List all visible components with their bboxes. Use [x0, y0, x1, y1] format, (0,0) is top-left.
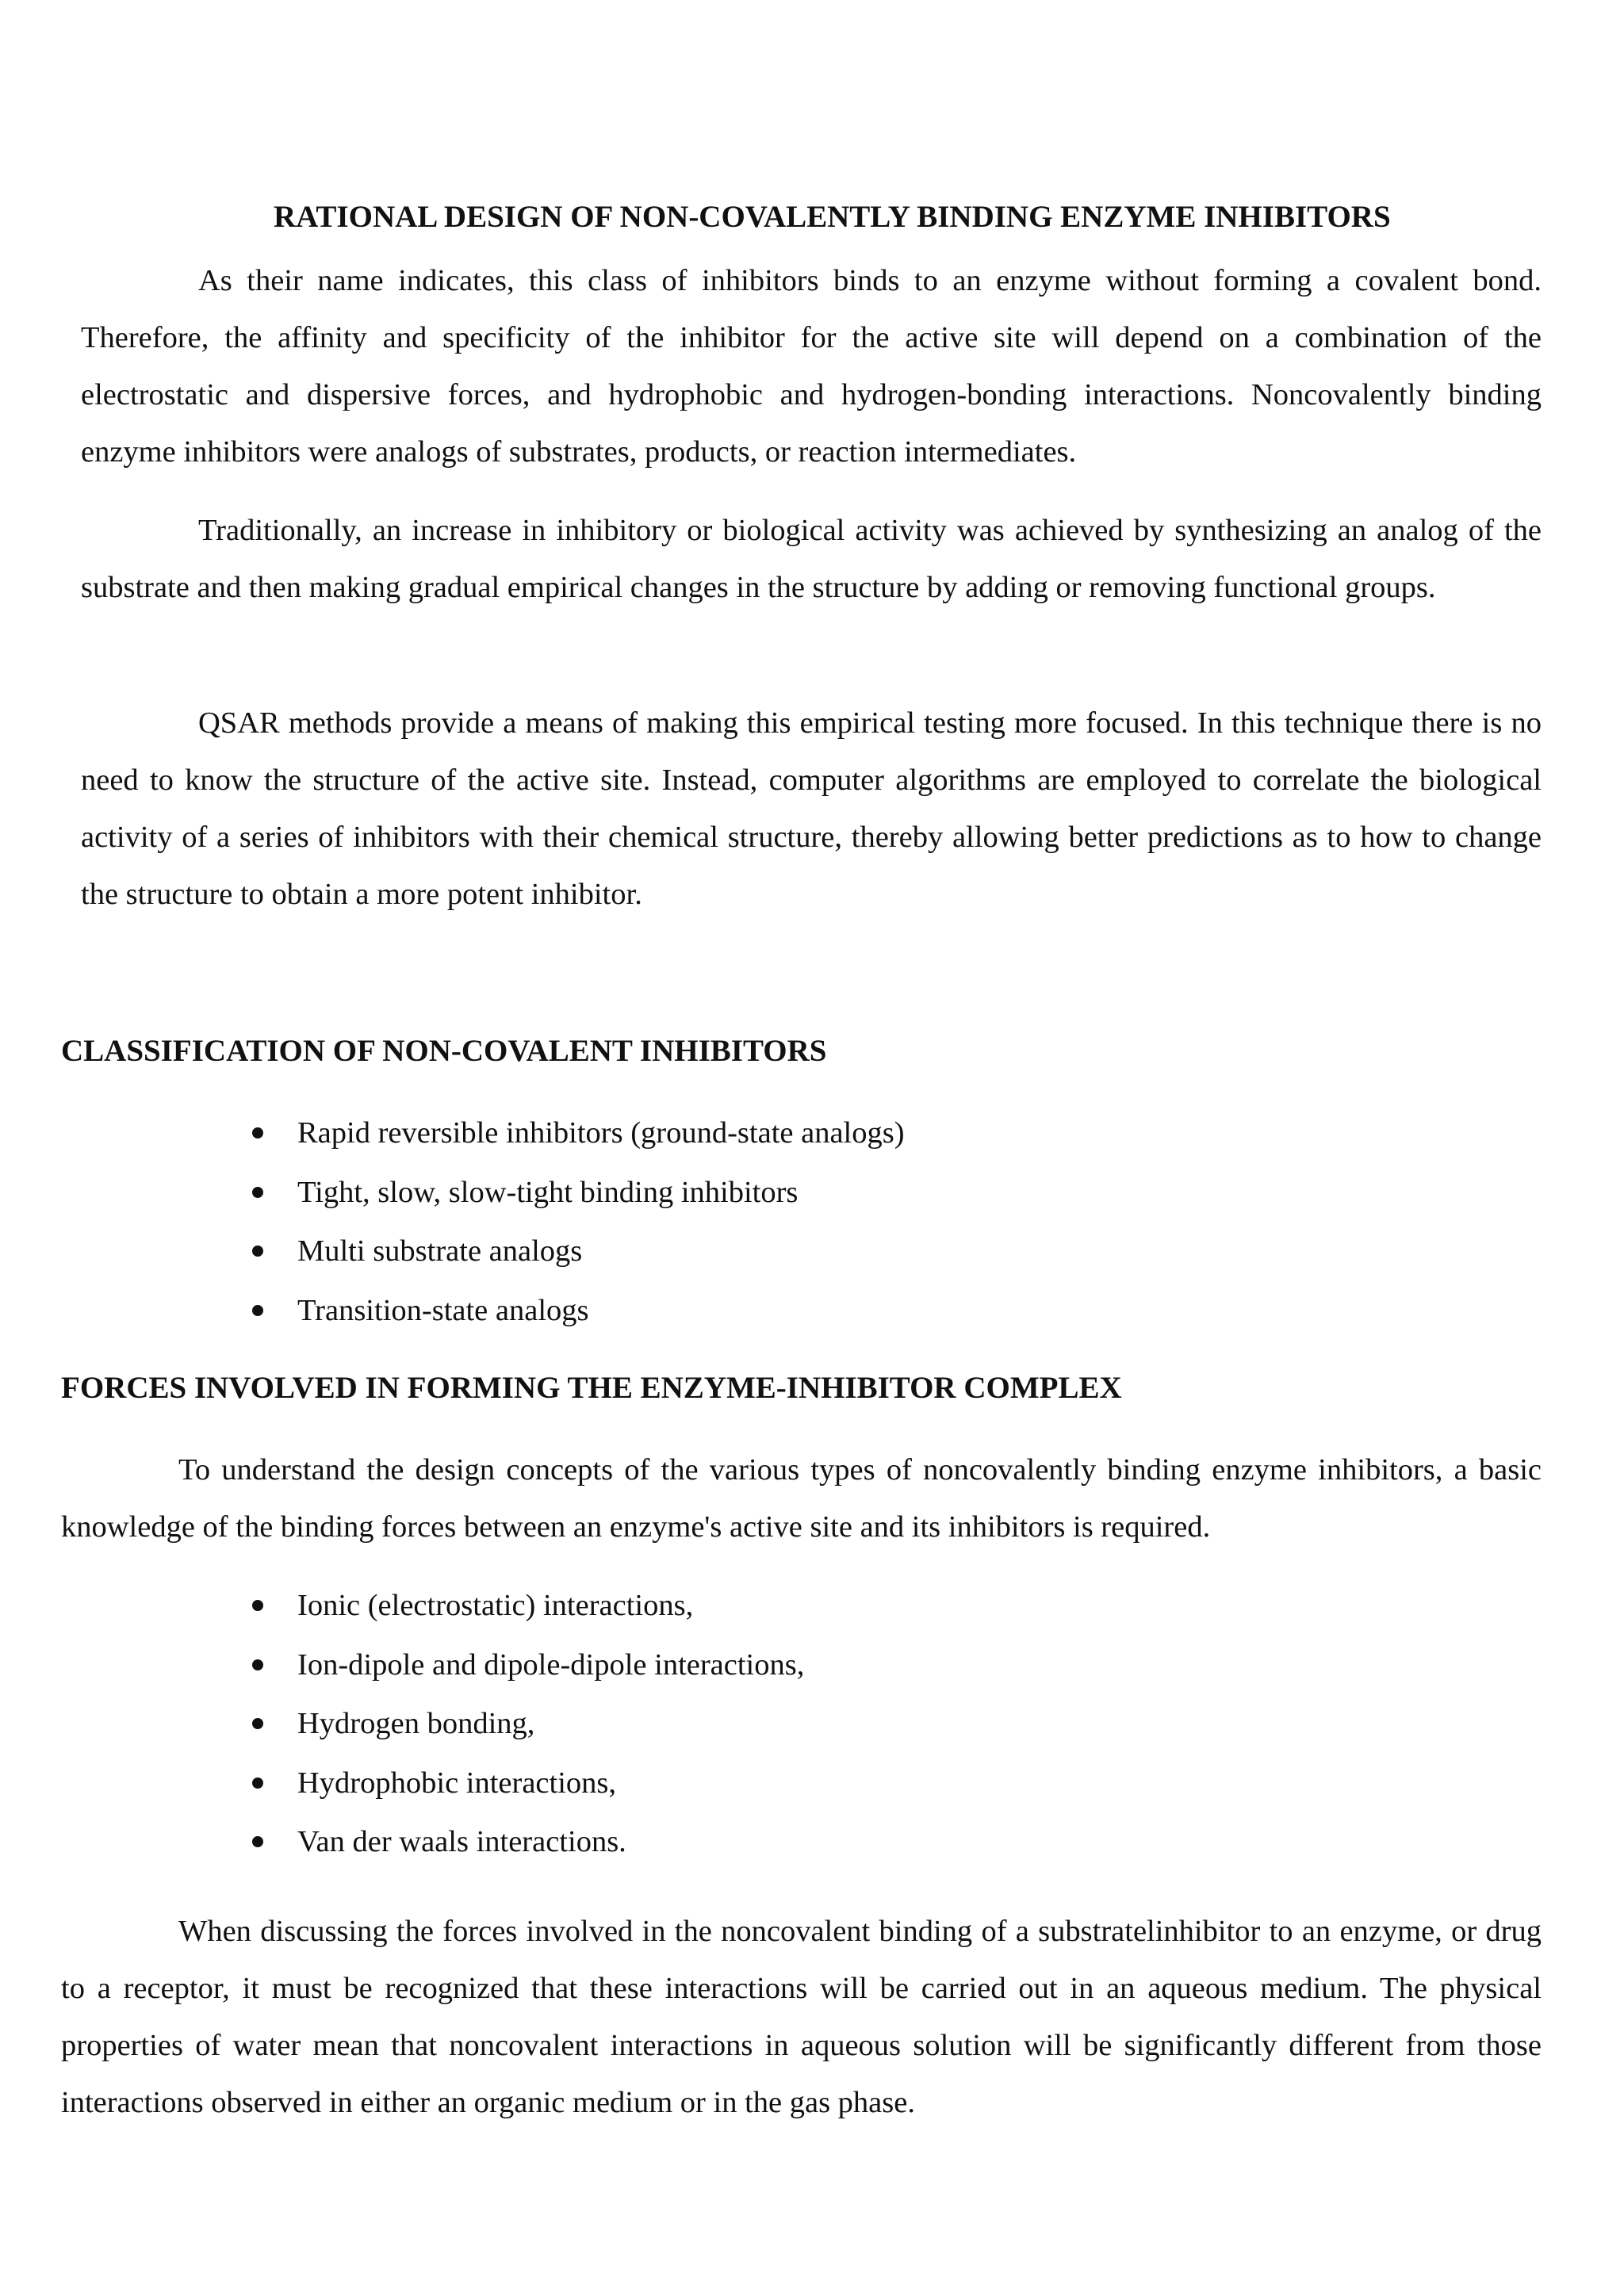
list-item-text: Tight, slow, slow-tight binding inhibitors [297, 1175, 799, 1209]
list-item-text: Transition-state analogs [297, 1293, 589, 1327]
intro-paragraph-1: As their name indicates, this class of inhibitors binds to an enzyme without forming a covalent bond. Therefore, the affinity and specificity of the inhibitor for the active site will depend on a combination of the electrostatic and dispersive forces, and hydrophobic and hydrogen-bonding interactions. Noncovalently binding enzyme inhibitors were analogs of substrates, products, or reaction intermediates. [81, 264, 1542, 469]
forces-heading: FORCES INVOLVED IN FORMING THE ENZYME-INHIBITOR COMPLEX [61, 1371, 1122, 1405]
bullet-icon [252, 1305, 263, 1316]
list-item [246, 1222, 905, 1281]
forces-intro-paragraph: To understand the design concepts of the various types of noncovalently binding enzyme inhibitors, a basic knowledge of the binding forces between an enzyme's active site and its inhibitors is required. [61, 1453, 1542, 1544]
list-item-text: Rapid reversible inhibitors (ground-state analogs) [297, 1116, 905, 1150]
list-item [246, 1636, 804, 1695]
bullet-icon [252, 1777, 263, 1789]
list-item-text: Ionic (electrostatic) interactions, [297, 1589, 694, 1622]
list-item-text: Ion-dipole and dipole-dipole interactions, [297, 1647, 805, 1682]
intro-paragraph-3: QSAR methods provide a means of making this empirical testing more focused. In this technique there is no need to know the structure of the active site. Instead, computer algorithms are employed to correlate the biological activity of a series of inhibitors with their chemical structure, thereby allowing better predictions as to how to change the structure to obtain a more potent inhibitor. [81, 706, 1542, 911]
document-title: RATIONAL DESIGN OF NON-COVALENTLY BINDING ENZYME INHIBITORS [274, 200, 1391, 234]
list-item [246, 1281, 905, 1341]
classification-heading: CLASSIFICATION OF NON-COVALENT INHIBITORS [61, 1034, 827, 1068]
intro-paragraph-2: Traditionally, an increase in inhibitory or biological activity was achieved by synthesizing an analog of the substrate and then making gradual empirical changes in the structure by adding or removing functional groups. [81, 514, 1542, 604]
list-item [246, 1694, 804, 1754]
bullet-icon [252, 1600, 263, 1611]
list-item-text: Hydrogen bonding, [297, 1707, 535, 1740]
list-item [246, 1163, 905, 1223]
forces-list [246, 1576, 804, 1872]
bullet-icon [252, 1836, 263, 1847]
list-item [246, 1104, 905, 1163]
classification-list [246, 1104, 905, 1340]
list-item-text: Van der waals interactions. [297, 1825, 626, 1858]
list-item-text: Multi substrate analogs [297, 1234, 583, 1268]
bullet-icon [252, 1187, 263, 1198]
forces-closing-paragraph: When discussing the forces involved in the noncovalent binding of a substratelinhibitor to an enzyme, or drug to a receptor, it must be recognized that these interactions will be carried out in an aqueous medium. The physical properties of water mean that noncovalent interactions in aqueous solution will be significantly different from those interactions observed in either an organic medium or in the gas phase. [61, 1915, 1542, 2119]
list-item [246, 1576, 804, 1636]
bullet-icon [252, 1659, 263, 1670]
list-item [246, 1812, 804, 1872]
list-item-text: Hydrophobic interactions, [297, 1766, 617, 1800]
bullet-icon [252, 1127, 263, 1138]
bullet-icon [252, 1246, 263, 1257]
list-item [246, 1754, 804, 1813]
bullet-icon [252, 1718, 263, 1729]
